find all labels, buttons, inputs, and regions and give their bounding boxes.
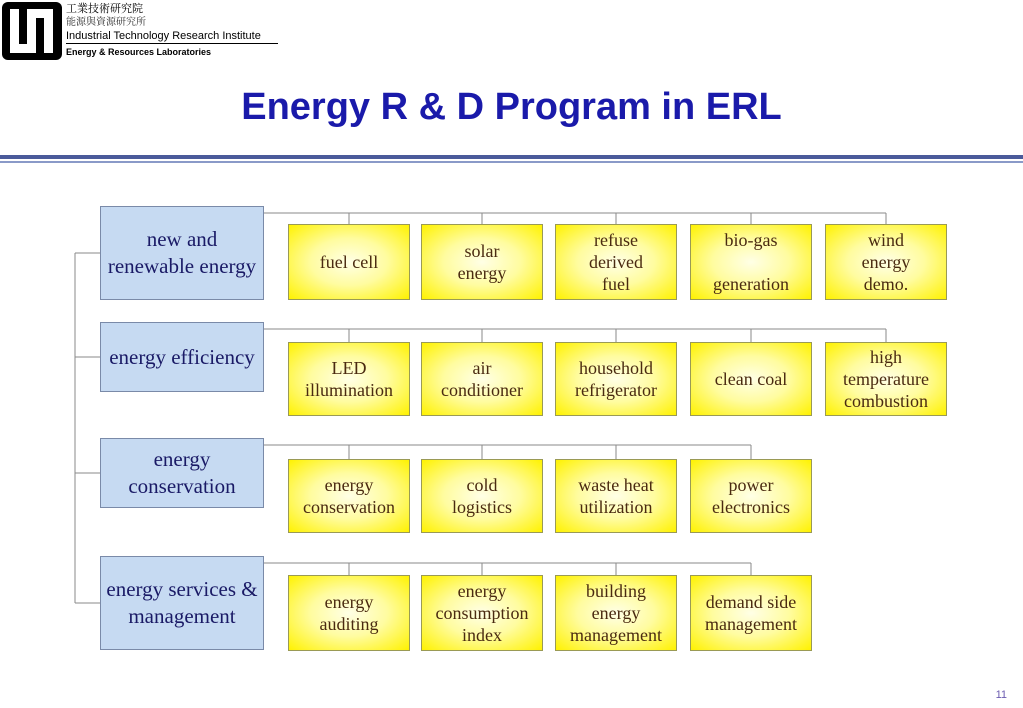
page-title: Energy R & D Program in ERL	[241, 86, 782, 128]
institute-name-en: Industrial Technology Research Institute	[66, 29, 278, 44]
program-item: high temperature combustion	[825, 342, 947, 416]
lab-name-zh: 能源與資源研究所	[66, 17, 146, 28]
program-item: solar energy	[421, 224, 543, 300]
lab-name-en: Energy & Resources Laboratories	[66, 47, 212, 57]
category-box: energy conservation	[100, 438, 264, 508]
program-item: household refrigerator	[555, 342, 677, 416]
program-item: building energy management	[555, 575, 677, 651]
program-item: energy consumption index	[421, 575, 543, 651]
program-item: demand side management	[690, 575, 812, 651]
program-item: LED illumination	[288, 342, 410, 416]
program-item: fuel cell	[288, 224, 410, 300]
institute-name-zh: 工業技術研究院	[66, 3, 143, 15]
program-item: cold logistics	[421, 459, 543, 533]
page-number: 11	[995, 689, 1007, 701]
program-item: clean coal	[690, 342, 812, 416]
category-box: energy services & management	[100, 556, 264, 650]
program-item: waste heat utilization	[555, 459, 677, 533]
program-item: power electronics	[690, 459, 812, 533]
program-item: wind energy demo.	[825, 224, 947, 300]
program-item: refuse derived fuel	[555, 224, 677, 300]
program-item: energy auditing	[288, 575, 410, 651]
program-item: energy conservation	[288, 459, 410, 533]
category-box: new and renewable energy	[100, 206, 264, 300]
program-item: bio-gas generation	[690, 224, 812, 300]
program-item: air conditioner	[421, 342, 543, 416]
category-box: energy efficiency	[100, 322, 264, 392]
